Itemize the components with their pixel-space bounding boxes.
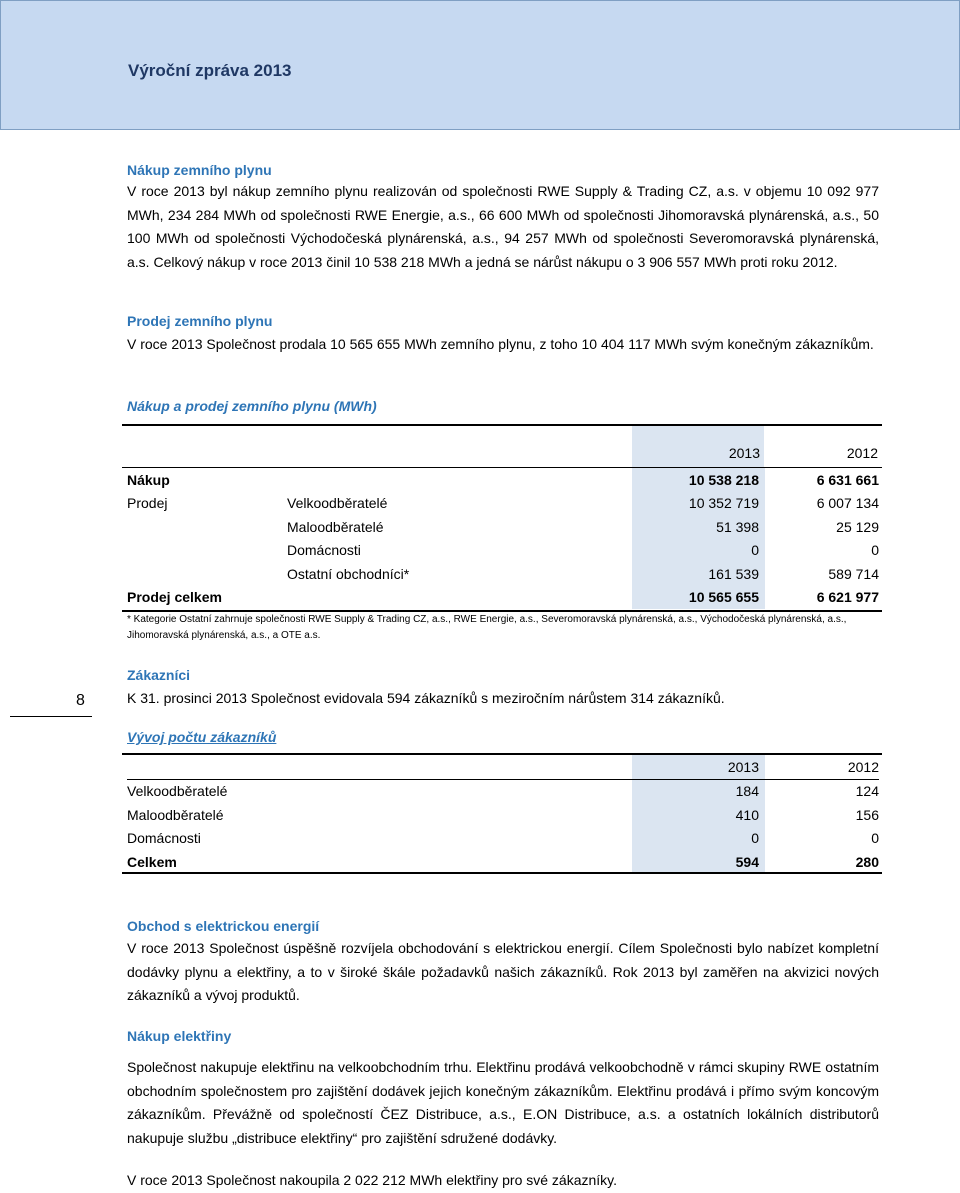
table-cell	[287, 468, 632, 492]
table-row	[127, 492, 879, 516]
table-row	[127, 850, 879, 874]
table-row	[127, 779, 879, 803]
table-cell: Maloodběratelé	[287, 518, 384, 535]
table-cell: 10 352 719	[632, 492, 759, 516]
table2-bottom-rule	[122, 872, 882, 874]
heading-electricity-trade: Obchod s elektrickou energií	[127, 918, 320, 934]
report-title: Výroční zpráva 2013	[128, 61, 292, 80]
table-cell: 25 129	[836, 518, 879, 535]
table2-year-2013: 2013	[632, 755, 759, 779]
table-cell: 410	[632, 803, 759, 827]
table-row	[127, 539, 879, 563]
table1-body	[127, 468, 879, 609]
paragraph-electricity-total	[127, 1169, 879, 1193]
table-cell: 10 565 655	[632, 586, 759, 610]
table-cell	[127, 515, 287, 539]
table1-footnote: * Kategorie Ostatní zahrnuje společnosti RWE Supply & Trading CZ, a.s., RWE Energie, a.s., Severomoravská plynárenská, a.s., Východočeská plynárenská, a.s., Jihomoravská plynárenská, a.s., a OTE a.s.	[127, 614, 847, 641]
table-cell: Nákup	[127, 471, 170, 488]
table-cell	[287, 586, 632, 610]
table-cell: 6 621 977	[816, 589, 879, 606]
table-cell: Maloodběratelé	[127, 806, 224, 823]
table2-caption: Vývoj počtu zákazníků	[127, 729, 277, 745]
table-cell: 589 714	[828, 565, 879, 582]
page-header-band	[0, 0, 960, 130]
table-cell: Domácnosti	[127, 830, 201, 847]
table2-year-2012: 2012	[847, 758, 879, 775]
table1-year-2013: 2013	[728, 445, 760, 461]
table1-year-2012: 2012	[846, 445, 878, 461]
table-cell: 156	[855, 806, 879, 823]
table-cell: Velkoodběratelé	[287, 495, 388, 512]
table2-body	[127, 755, 879, 874]
table-row	[127, 755, 879, 779]
paragraph-purchase-gas	[127, 180, 879, 274]
paragraph-electricity-purchase	[127, 1056, 879, 1150]
page-number: 8	[76, 692, 85, 709]
paragraph-electricity-total-text: V roce 2013 Společnost nakoupila 2 022 212 MWh elektřiny pro své zákazníky.	[127, 1172, 618, 1188]
table-cell: 161 539	[632, 562, 759, 586]
table-cell	[127, 755, 632, 779]
table-cell: 594	[632, 850, 759, 874]
paragraph-electricity-trade	[127, 937, 879, 1008]
table-cell: Prodej	[127, 495, 168, 512]
table-row	[127, 586, 879, 610]
heading-electricity-purchase: Nákup elektřiny	[127, 1028, 232, 1044]
table-row	[127, 827, 879, 851]
table-cell: 10 538 218	[632, 468, 759, 492]
paragraph-customers-text: K 31. prosinci 2013 Společnost evidovala 594 zákazníků s meziročním nárůstem 314 zákazníků.	[127, 690, 725, 706]
table-cell: 6 631 661	[816, 471, 879, 488]
heading-purchase-gas: Nákup zemního plynu	[127, 162, 272, 178]
table-cell: Celkem	[127, 853, 177, 870]
table-row	[127, 803, 879, 827]
table-row	[127, 562, 879, 586]
table-cell: 6 007 134	[816, 495, 879, 512]
table-cell: 184	[632, 779, 759, 803]
table-row	[127, 515, 879, 539]
paragraph-customers	[127, 687, 879, 711]
table-cell: 51 398	[632, 515, 759, 539]
table1-top-rule	[122, 424, 882, 426]
table-cell: 124	[855, 783, 879, 800]
paragraph-purchase-gas-text: V roce 2013 byl nákup zemního plynu realizován od společnosti RWE Supply & Trading CZ, a.s. v objemu 10 092 977 MWh, 234 284 MWh od společnosti RWE Energie, a.s., 66 600 MWh od společnosti Jihomoravská plynárenská, a.s., 50 100 MWh od společnosti Východočeská plynárenská, a.s., 94 257 MWh od společnosti Severomoravská plynárenská, a.s. Celkový nákup v roce 2013 činil 10 538 218 MWh a jedná se nárůst nákupu o 3 906 557 MWh proti roku 2012.	[127, 183, 879, 270]
table-cell: Velkoodběratelé	[127, 783, 228, 800]
table-cell: 0	[871, 830, 879, 847]
heading-sales-gas: Prodej zemního plynu	[127, 313, 273, 329]
paragraph-sales-gas-text: V roce 2013 Společnost prodala 10 565 655 MWh zemního plynu, z toho 10 404 117 MWh svým konečným zákazníkům.	[127, 336, 874, 352]
table-cell: Domácnosti	[287, 542, 361, 559]
table-cell: 0	[632, 827, 759, 851]
table1-caption: Nákup a prodej zemního plynu (MWh)	[127, 398, 377, 414]
paragraph-electricity-trade-text: V roce 2013 Společnost úspěšně rozvíjela obchodování s elektrickou energií. Cílem Společnosti bylo nabízet kompletní dodávky plynu a elektřiny, a to v široké škále požadavků našich zákazníků. Rok 2013 byl zaměřen na akvizici nových zákazníků a vývoj produktů.	[127, 940, 879, 1003]
page-number-rule	[10, 716, 92, 717]
table-cell: 0	[632, 539, 759, 563]
paragraph-electricity-purchase-text: Společnost nakupuje elektřinu na velkoobchodním trhu. Elektřinu prodává velkoobchodně v rámci skupiny RWE ostatním obchodním společnostem pro zajištění dodávek jejich konečným zákazníkům. Elektřinu prodává i přímo svým koncovým zákazníkům. Převážně od společností ČEZ Distribuce, a.s., E.ON Distribuce, a.s. a ostatních lokálních distributorů nakupuje službu „distribuce elektřiny“ pro zajištění sdružené dodávky.	[127, 1059, 879, 1146]
table-cell	[127, 539, 287, 563]
paragraph-sales-gas	[127, 333, 879, 357]
heading-customers: Zákazníci	[127, 667, 191, 683]
table-cell: Ostatní obchodníci*	[287, 565, 410, 582]
table-cell: 280	[855, 853, 879, 870]
table-cell	[127, 562, 287, 586]
table-cell: 0	[871, 542, 879, 559]
table-cell: Prodej celkem	[127, 589, 222, 606]
table-row	[127, 468, 879, 492]
